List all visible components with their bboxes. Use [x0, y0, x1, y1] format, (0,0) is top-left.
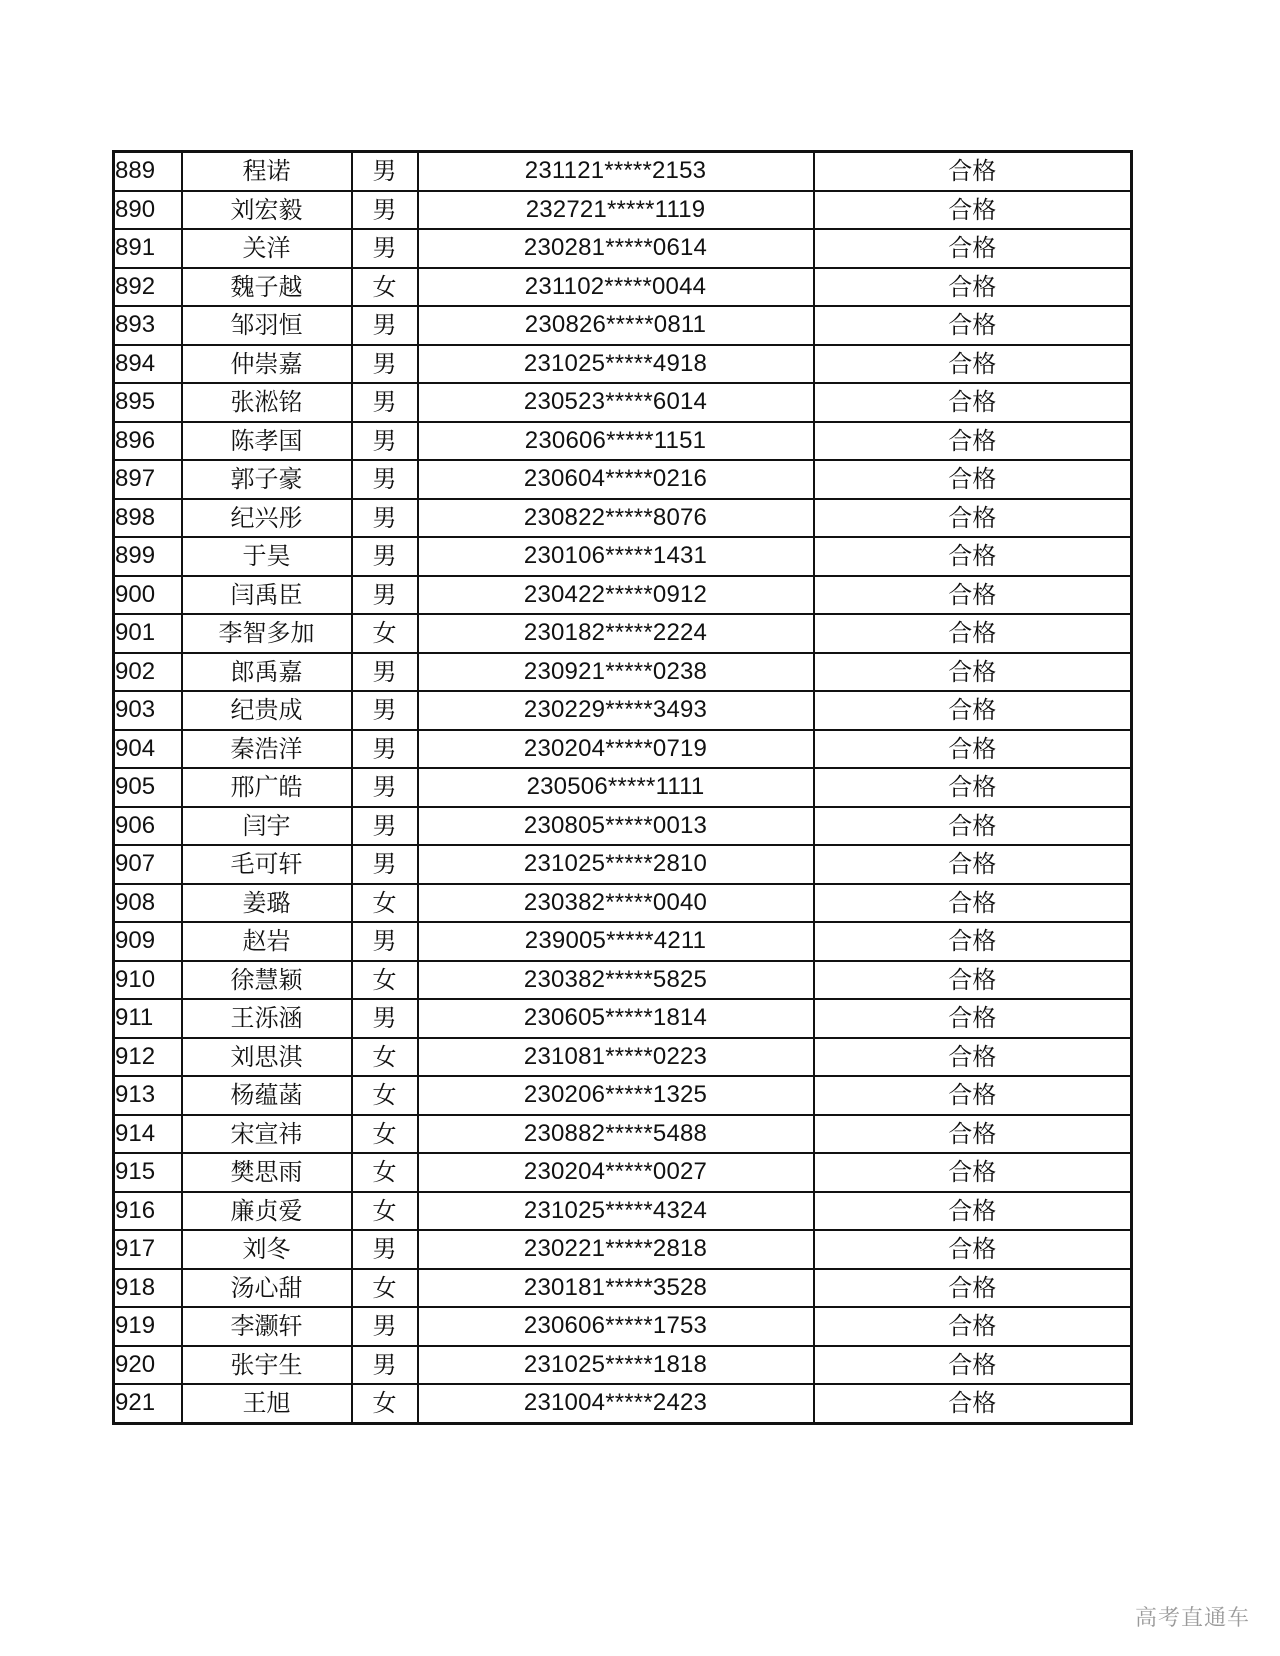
result-cell: 合格 [814, 191, 1132, 230]
gender-cell: 男 [352, 537, 418, 576]
row-number-cell: 896 [114, 422, 182, 461]
name-cell: 郭子豪 [182, 460, 352, 499]
table-row [114, 499, 1132, 538]
table-row [114, 730, 1132, 769]
row-number-cell: 895 [114, 383, 182, 422]
result-cell: 合格 [814, 1076, 1132, 1115]
row-number-cell: 916 [114, 1192, 182, 1231]
row-number-cell: 910 [114, 961, 182, 1000]
gender-cell: 女 [352, 1076, 418, 1115]
name-cell: 姜璐 [182, 884, 352, 923]
name-cell: 张宇生 [182, 1346, 352, 1385]
gender-cell: 男 [352, 1346, 418, 1385]
table-row [114, 768, 1132, 807]
row-number-cell: 894 [114, 345, 182, 384]
results-table [112, 150, 1133, 1425]
table-row [114, 268, 1132, 307]
gender-cell: 女 [352, 1384, 418, 1423]
table-row [114, 191, 1132, 230]
result-cell: 合格 [814, 422, 1132, 461]
table-row [114, 807, 1132, 846]
row-number-cell: 900 [114, 576, 182, 615]
gender-cell: 男 [352, 152, 418, 191]
name-cell: 张淞铭 [182, 383, 352, 422]
gender-cell: 男 [352, 768, 418, 807]
name-cell: 杨蕴菡 [182, 1076, 352, 1115]
result-cell: 合格 [814, 999, 1132, 1038]
id-number-cell: 230382*****0040 [418, 884, 814, 923]
table-row [114, 999, 1132, 1038]
table-row [114, 306, 1132, 345]
name-cell: 李灏轩 [182, 1307, 352, 1346]
result-cell: 合格 [814, 807, 1132, 846]
name-cell: 闫禹臣 [182, 576, 352, 615]
gender-cell: 男 [352, 460, 418, 499]
row-number-cell: 907 [114, 845, 182, 884]
table-row [114, 922, 1132, 961]
row-number-cell: 892 [114, 268, 182, 307]
table-row [114, 1115, 1132, 1154]
id-number-cell: 230204*****0027 [418, 1153, 814, 1192]
name-cell: 李智多加 [182, 614, 352, 653]
id-number-cell: 231025*****4918 [418, 345, 814, 384]
result-cell: 合格 [814, 1115, 1132, 1154]
table-row [114, 422, 1132, 461]
result-cell: 合格 [814, 1230, 1132, 1269]
gender-cell: 男 [352, 576, 418, 615]
table-row [114, 884, 1132, 923]
table-row [114, 691, 1132, 730]
result-cell: 合格 [814, 537, 1132, 576]
name-cell: 仲崇嘉 [182, 345, 352, 384]
row-number-cell: 897 [114, 460, 182, 499]
row-number-cell: 919 [114, 1307, 182, 1346]
name-cell: 刘思淇 [182, 1038, 352, 1077]
row-number-cell: 893 [114, 306, 182, 345]
id-number-cell: 230506*****1111 [418, 768, 814, 807]
gender-cell: 男 [352, 730, 418, 769]
table-row [114, 1269, 1132, 1308]
gender-cell: 男 [352, 845, 418, 884]
result-cell: 合格 [814, 268, 1132, 307]
row-number-cell: 898 [114, 499, 182, 538]
row-number-cell: 917 [114, 1230, 182, 1269]
result-cell: 合格 [814, 653, 1132, 692]
row-number-cell: 904 [114, 730, 182, 769]
name-cell: 纪贵成 [182, 691, 352, 730]
table-row [114, 1346, 1132, 1385]
table-row [114, 1192, 1132, 1231]
table-row [114, 653, 1132, 692]
id-number-cell: 239005*****4211 [418, 922, 814, 961]
table-row [114, 152, 1132, 191]
result-cell: 合格 [814, 768, 1132, 807]
result-cell: 合格 [814, 306, 1132, 345]
gender-cell: 男 [352, 922, 418, 961]
id-number-cell: 230523*****6014 [418, 383, 814, 422]
table-row [114, 383, 1132, 422]
name-cell: 樊思雨 [182, 1153, 352, 1192]
table-row [114, 1038, 1132, 1077]
name-cell: 廉贞爱 [182, 1192, 352, 1231]
gender-cell: 男 [352, 345, 418, 384]
gender-cell: 女 [352, 1038, 418, 1077]
gender-cell: 女 [352, 884, 418, 923]
id-number-cell: 231004*****2423 [418, 1384, 814, 1423]
name-cell: 秦浩洋 [182, 730, 352, 769]
row-number-cell: 902 [114, 653, 182, 692]
name-cell: 王旭 [182, 1384, 352, 1423]
gender-cell: 男 [352, 653, 418, 692]
id-number-cell: 230605*****1814 [418, 999, 814, 1038]
id-number-cell: 230206*****1325 [418, 1076, 814, 1115]
row-number-cell: 890 [114, 191, 182, 230]
gender-cell: 男 [352, 229, 418, 268]
table-row [114, 229, 1132, 268]
id-number-cell: 230882*****5488 [418, 1115, 814, 1154]
result-cell: 合格 [814, 499, 1132, 538]
row-number-cell: 921 [114, 1384, 182, 1423]
name-cell: 邹羽恒 [182, 306, 352, 345]
gender-cell: 男 [352, 191, 418, 230]
row-number-cell: 914 [114, 1115, 182, 1154]
row-number-cell: 909 [114, 922, 182, 961]
id-number-cell: 230181*****3528 [418, 1269, 814, 1308]
result-cell: 合格 [814, 229, 1132, 268]
id-number-cell: 230606*****1151 [418, 422, 814, 461]
watermark-text: 高考直通车 [1134, 1606, 1250, 1631]
result-cell: 合格 [814, 576, 1132, 615]
name-cell: 赵岩 [182, 922, 352, 961]
table-row [114, 345, 1132, 384]
result-cell: 合格 [814, 1192, 1132, 1231]
name-cell: 汤心甜 [182, 1269, 352, 1308]
result-cell: 合格 [814, 614, 1132, 653]
result-cell: 合格 [814, 961, 1132, 1000]
name-cell: 关洋 [182, 229, 352, 268]
table-row [114, 460, 1132, 499]
result-cell: 合格 [814, 152, 1132, 191]
row-number-cell: 908 [114, 884, 182, 923]
id-number-cell: 230822*****8076 [418, 499, 814, 538]
name-cell: 王泺涵 [182, 999, 352, 1038]
gender-cell: 女 [352, 1153, 418, 1192]
table-row [114, 1153, 1132, 1192]
row-number-cell: 906 [114, 807, 182, 846]
gender-cell: 男 [352, 807, 418, 846]
results-table-body [114, 152, 1132, 1424]
gender-cell: 女 [352, 1269, 418, 1308]
table-row [114, 537, 1132, 576]
id-number-cell: 230604*****0216 [418, 460, 814, 499]
gender-cell: 男 [352, 691, 418, 730]
name-cell: 纪兴彤 [182, 499, 352, 538]
row-number-cell: 899 [114, 537, 182, 576]
result-cell: 合格 [814, 845, 1132, 884]
name-cell: 宋宣祎 [182, 1115, 352, 1154]
name-cell: 魏子越 [182, 268, 352, 307]
gender-cell: 女 [352, 268, 418, 307]
id-number-cell: 231081*****0223 [418, 1038, 814, 1077]
id-number-cell: 230221*****2818 [418, 1230, 814, 1269]
table-row [114, 1230, 1132, 1269]
result-cell: 合格 [814, 691, 1132, 730]
table-row [114, 576, 1132, 615]
gender-cell: 女 [352, 1192, 418, 1231]
id-number-cell: 230229*****3493 [418, 691, 814, 730]
table-row [114, 961, 1132, 1000]
id-number-cell: 231121*****2153 [418, 152, 814, 191]
id-number-cell: 230826*****0811 [418, 306, 814, 345]
gender-cell: 男 [352, 306, 418, 345]
row-number-cell: 912 [114, 1038, 182, 1077]
row-number-cell: 920 [114, 1346, 182, 1385]
id-number-cell: 232721*****1119 [418, 191, 814, 230]
row-number-cell: 889 [114, 152, 182, 191]
result-cell: 合格 [814, 460, 1132, 499]
id-number-cell: 230281*****0614 [418, 229, 814, 268]
result-cell: 合格 [814, 884, 1132, 923]
row-number-cell: 901 [114, 614, 182, 653]
id-number-cell: 231102*****0044 [418, 268, 814, 307]
row-number-cell: 903 [114, 691, 182, 730]
id-number-cell: 230921*****0238 [418, 653, 814, 692]
result-cell: 合格 [814, 383, 1132, 422]
name-cell: 闫宇 [182, 807, 352, 846]
id-number-cell: 231025*****4324 [418, 1192, 814, 1231]
gender-cell: 男 [352, 383, 418, 422]
id-number-cell: 230106*****1431 [418, 537, 814, 576]
name-cell: 徐慧颖 [182, 961, 352, 1000]
gender-cell: 女 [352, 1115, 418, 1154]
table-row [114, 1076, 1132, 1115]
result-cell: 合格 [814, 1269, 1132, 1308]
id-number-cell: 230204*****0719 [418, 730, 814, 769]
id-number-cell: 230805*****0013 [418, 807, 814, 846]
table-row [114, 1307, 1132, 1346]
id-number-cell: 230382*****5825 [418, 961, 814, 1000]
gender-cell: 男 [352, 999, 418, 1038]
result-cell: 合格 [814, 1307, 1132, 1346]
row-number-cell: 905 [114, 768, 182, 807]
result-cell: 合格 [814, 1038, 1132, 1077]
name-cell: 郎禹嘉 [182, 653, 352, 692]
gender-cell: 女 [352, 961, 418, 1000]
name-cell: 程诺 [182, 152, 352, 191]
gender-cell: 男 [352, 1307, 418, 1346]
gender-cell: 男 [352, 499, 418, 538]
row-number-cell: 891 [114, 229, 182, 268]
name-cell: 刘宏毅 [182, 191, 352, 230]
result-cell: 合格 [814, 345, 1132, 384]
table-row [114, 845, 1132, 884]
row-number-cell: 915 [114, 1153, 182, 1192]
id-number-cell: 230606*****1753 [418, 1307, 814, 1346]
gender-cell: 女 [352, 614, 418, 653]
name-cell: 陈孝国 [182, 422, 352, 461]
row-number-cell: 918 [114, 1269, 182, 1308]
gender-cell: 男 [352, 1230, 418, 1269]
id-number-cell: 231025*****2810 [418, 845, 814, 884]
name-cell: 刘冬 [182, 1230, 352, 1269]
id-number-cell: 230182*****2224 [418, 614, 814, 653]
result-cell: 合格 [814, 922, 1132, 961]
result-cell: 合格 [814, 1384, 1132, 1423]
gender-cell: 男 [352, 422, 418, 461]
row-number-cell: 913 [114, 1076, 182, 1115]
table-row [114, 1384, 1132, 1423]
name-cell: 毛可轩 [182, 845, 352, 884]
name-cell: 于昊 [182, 537, 352, 576]
id-number-cell: 230422*****0912 [418, 576, 814, 615]
result-cell: 合格 [814, 1153, 1132, 1192]
row-number-cell: 911 [114, 999, 182, 1038]
table-row [114, 614, 1132, 653]
result-cell: 合格 [814, 1346, 1132, 1385]
id-number-cell: 231025*****1818 [418, 1346, 814, 1385]
result-cell: 合格 [814, 730, 1132, 769]
name-cell: 邢广皓 [182, 768, 352, 807]
